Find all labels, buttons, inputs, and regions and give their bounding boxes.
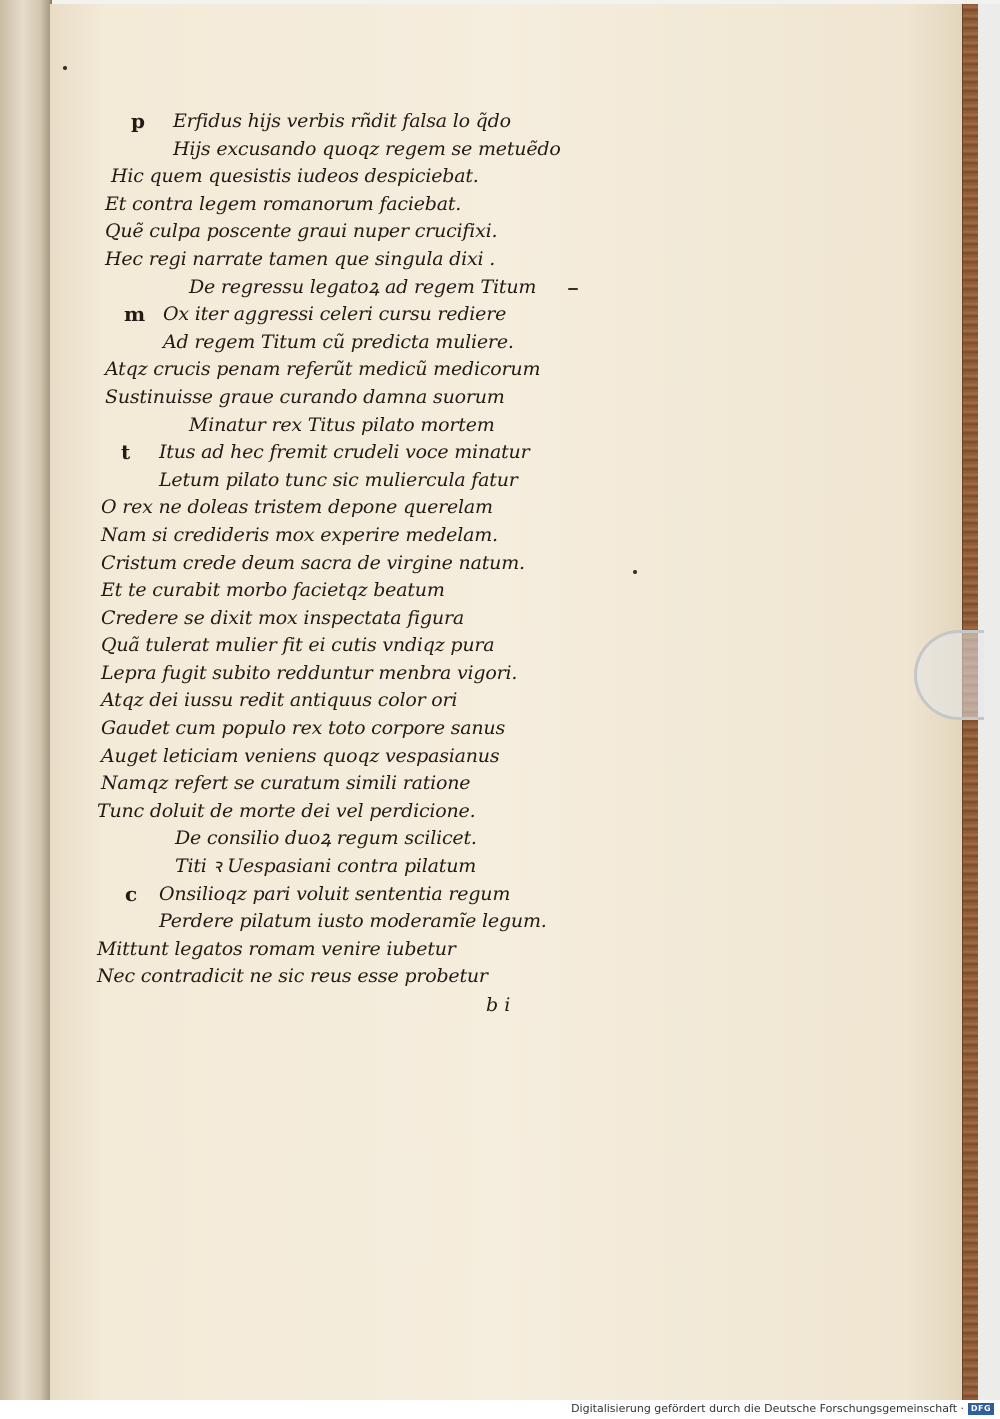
text-line [97, 191, 597, 219]
line-text: Atqz dei iussu redit antiquus color ori [101, 689, 458, 712]
text-line [97, 908, 597, 936]
line-text: Ox iter aggressi celeri cursu rediere [163, 303, 507, 326]
text-line [97, 963, 597, 991]
text-line [97, 412, 597, 440]
guide-letter: m [124, 302, 145, 327]
printed-text-block [97, 108, 597, 991]
line-text: Mittunt legatos romam venire iubetur [97, 937, 456, 960]
text-line [97, 632, 597, 660]
text-line [97, 218, 597, 246]
text-line [97, 274, 597, 302]
ink-dot [63, 66, 67, 70]
line-text: Nam si credideris mox experire medelam. [101, 523, 498, 546]
text-line [97, 798, 597, 826]
line-text: Et te curabit morbo facietqz beatum [101, 579, 445, 602]
text-line [97, 163, 597, 191]
section-heading: De regressu legatoꝝ ad regem Titum [189, 275, 537, 298]
line-text: Nec contradicit ne sic reus esse probetur [97, 965, 488, 988]
section-heading: De consilio duoꝝ regum scilicet. [175, 827, 477, 850]
funding-credit: Digitalisierung gefördert durch die Deutsche Forschungsgemeinschaft · [571, 1402, 964, 1415]
text-line [97, 467, 597, 495]
guide-letter: p [131, 109, 145, 133]
dfg-logo-icon: DFG [968, 1403, 994, 1415]
text-line [97, 825, 597, 853]
line-text: Erfidus hijs verbis rñdit falsa lo q̃do [173, 110, 511, 132]
text-line [97, 743, 597, 771]
text-line [97, 687, 597, 715]
footer-bar [0, 1400, 1000, 1419]
text-line [97, 439, 597, 467]
section-heading: Titi ꝛ Uespasiani contra pilatum [175, 855, 477, 878]
text-line [97, 660, 597, 688]
line-text: Sustinuisse graue curando damna suorum [105, 385, 505, 408]
guide-letter: t [121, 440, 131, 465]
text-line [97, 881, 597, 909]
line-text: Perdere pilatum iusto moderamĩe legum. [159, 910, 547, 933]
text-line [97, 136, 597, 164]
line-text: Hec regi narrate tamen que singula dixi . [105, 247, 496, 270]
text-line [97, 246, 597, 274]
line-text: Namqz refert se curatum simili ratione [101, 772, 471, 795]
line-text: Gaudet cum populo rex toto corpore sanus [101, 717, 506, 740]
text-line [97, 301, 597, 329]
text-line [97, 853, 597, 881]
line-text: Credere se dixit mox inspectata figura [101, 606, 464, 629]
line-text: Quã tulerat mulier fit ei cutis vndiqz pura [101, 634, 495, 657]
line-text: Letum pilato tunc sic muliercula fatur [159, 468, 518, 491]
line-text: Cristum crede deum sacra de virgine natum. [101, 551, 525, 574]
signature-mark: b i [486, 994, 511, 1016]
guide-letter: c [125, 881, 137, 906]
line-text: Onsilioqz pari voluit sententia regum [159, 882, 511, 905]
line-text: Ad regem Titum cũ predicta muliere. [163, 330, 514, 353]
line-text: Lepra fugit subito redduntur menbra vigori. [101, 661, 518, 684]
left-page-edge [0, 0, 52, 1400]
text-line [97, 384, 597, 412]
line-text: Hijs excusando quoqz regem se metuẽdo [173, 137, 561, 160]
text-line [97, 936, 597, 964]
line-text: Hic quem quesistis iudeos despiciebat. [111, 165, 479, 188]
text-line [97, 605, 597, 633]
line-text: Tunc doluit de morte dei vel perdicione. [97, 799, 476, 822]
text-line [97, 715, 597, 743]
line-text: Auget leticiam veniens quoqz vespasianus [101, 744, 500, 767]
line-text: O rex ne doleas tristem depone querelam [101, 496, 493, 519]
text-line [97, 108, 597, 136]
text-line [97, 550, 597, 578]
ink-dot [633, 570, 637, 574]
text-line [97, 356, 597, 384]
line-text: Et contra legem romanorum faciebat. [105, 192, 462, 215]
text-line [97, 770, 597, 798]
text-line [97, 329, 597, 357]
section-heading: Minatur rex Titus pilato mortem [189, 413, 495, 436]
text-line [97, 522, 597, 550]
text-line [97, 577, 597, 605]
line-text: Atqz crucis penam referũt medicũ medicorum [105, 358, 541, 381]
line-text: Quẽ culpa poscente graui nuper crucifixi. [105, 220, 498, 243]
text-line [97, 494, 597, 522]
line-text: Itus ad hec fremit crudeli voce minatur [159, 441, 530, 464]
